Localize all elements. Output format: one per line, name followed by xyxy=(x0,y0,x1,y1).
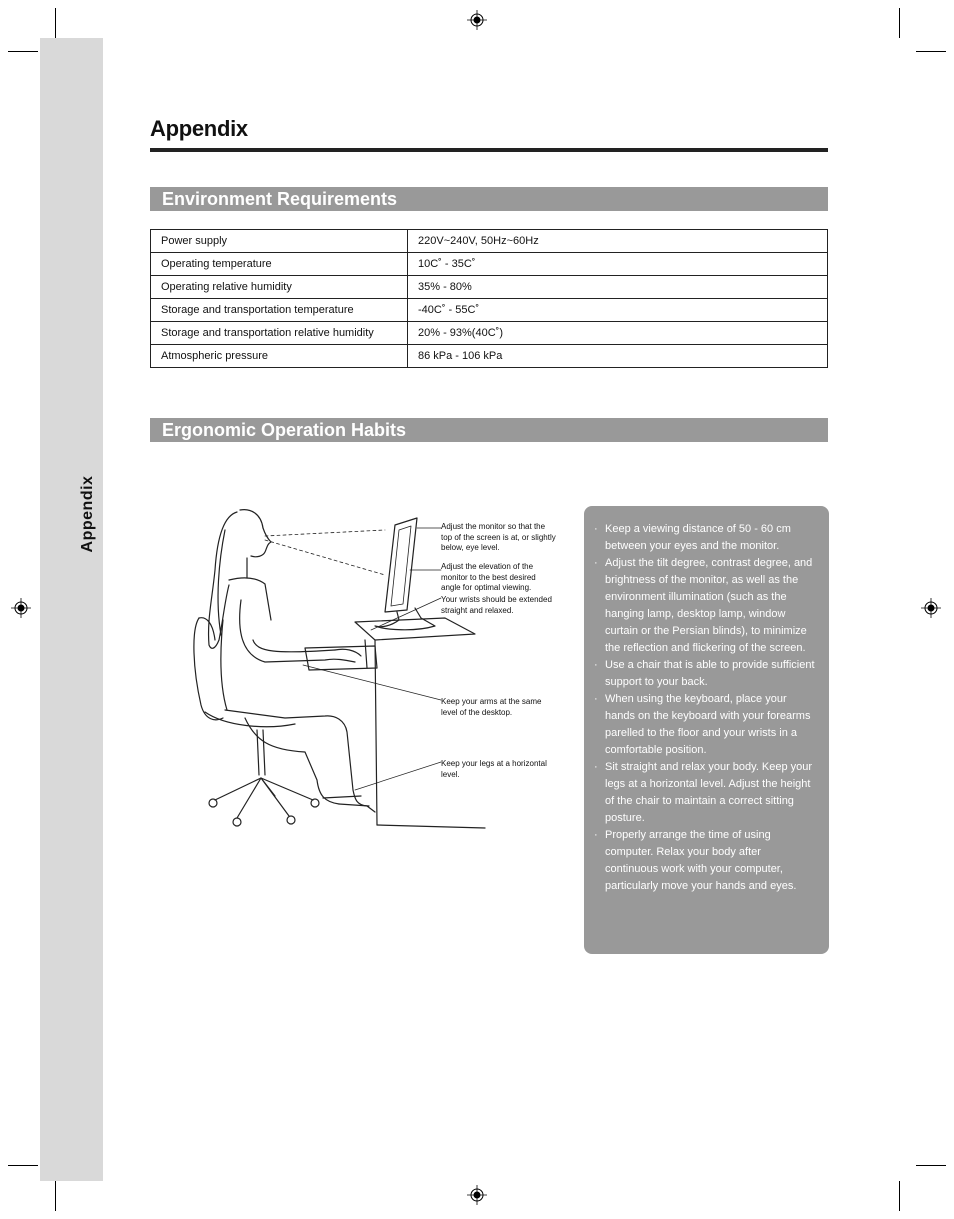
crop-mark xyxy=(55,8,56,38)
tip-item: · Use a chair that is able to provide sufficient support to your back. xyxy=(593,657,817,691)
side-tab-label: Appendix xyxy=(79,475,96,553)
registration-mark-icon xyxy=(11,598,31,618)
table-row xyxy=(151,253,828,276)
table-row xyxy=(151,345,828,368)
tip-item: · Adjust the tilt degree, contrast degree, and brightness of the monitor, as well as the environment illumination (such as the hanging lamp, desktop lamp, window curtain or the Persian blinds), to minimize the reflection and flickering of the screen. xyxy=(593,555,817,657)
callout-wrists: Your wrists should be extended straight and relaxed. xyxy=(441,595,552,615)
crop-mark xyxy=(8,1165,38,1166)
registration-mark-icon xyxy=(467,10,487,30)
crop-mark xyxy=(916,51,946,52)
title-divider xyxy=(150,148,828,152)
callout-monitor-height: Adjust the monitor so that the top of the screen is at, or slightly below, eye level. xyxy=(441,522,556,552)
row-value: 20% - 93%(40C˚) xyxy=(408,322,828,345)
crop-mark xyxy=(899,8,900,38)
row-label: Atmospheric pressure xyxy=(151,345,408,368)
environment-table xyxy=(150,229,828,368)
callout-monitor-angle: Adjust the elevation of the monitor to the best desired angle for optimal viewing. xyxy=(441,562,536,592)
side-tab xyxy=(40,38,103,1181)
environment-heading: Environment Requirements xyxy=(150,187,828,211)
table-row xyxy=(151,276,828,299)
callout-legs: Keep your legs at a horizontal level. xyxy=(441,759,547,779)
table-row xyxy=(151,322,828,345)
crop-mark xyxy=(8,51,38,52)
row-label: Storage and transportation temperature xyxy=(151,299,408,322)
ergonomic-tips-box xyxy=(584,506,829,954)
row-value: 220V~240V, 50Hz~60Hz xyxy=(408,230,828,253)
registration-mark-icon xyxy=(467,1185,487,1205)
tip-item: · Properly arrange the time of using computer. Relax your body after continuous work with your computer, particularly move your hands and eyes. xyxy=(593,827,817,895)
tip-item: · Keep a viewing distance of 50 - 60 cm between your eyes and the monitor. xyxy=(593,521,817,555)
ergonomic-heading: Ergonomic Operation Habits xyxy=(150,418,828,442)
row-label: Storage and transportation relative humidity xyxy=(151,322,408,345)
row-value: -40C˚ - 55C˚ xyxy=(408,299,828,322)
tip-item: · Sit straight and relax your body. Keep your legs at a horizontal level. Adjust the height of the chair to maintain a correct sitting posture. xyxy=(593,759,817,827)
row-value: 35% - 80% xyxy=(408,276,828,299)
row-value: 10C˚ - 35C˚ xyxy=(408,253,828,276)
page-title: Appendix xyxy=(150,116,248,141)
row-label: Operating temperature xyxy=(151,253,408,276)
table-row xyxy=(151,299,828,322)
row-label: Power supply xyxy=(151,230,408,253)
registration-mark-icon xyxy=(921,598,941,618)
crop-mark xyxy=(916,1165,946,1166)
crop-mark xyxy=(55,1181,56,1211)
callout-arms: Keep your arms at the same level of the desktop. xyxy=(441,697,542,717)
table-row xyxy=(151,230,828,253)
row-label: Operating relative humidity xyxy=(151,276,408,299)
row-value: 86 kPa - 106 kPa xyxy=(408,345,828,368)
crop-mark xyxy=(899,1181,900,1211)
tip-item: · When using the keyboard, place your hands on the keyboard with your forearms parelled to the floor and your wrists in a comfortable position. xyxy=(593,691,817,759)
